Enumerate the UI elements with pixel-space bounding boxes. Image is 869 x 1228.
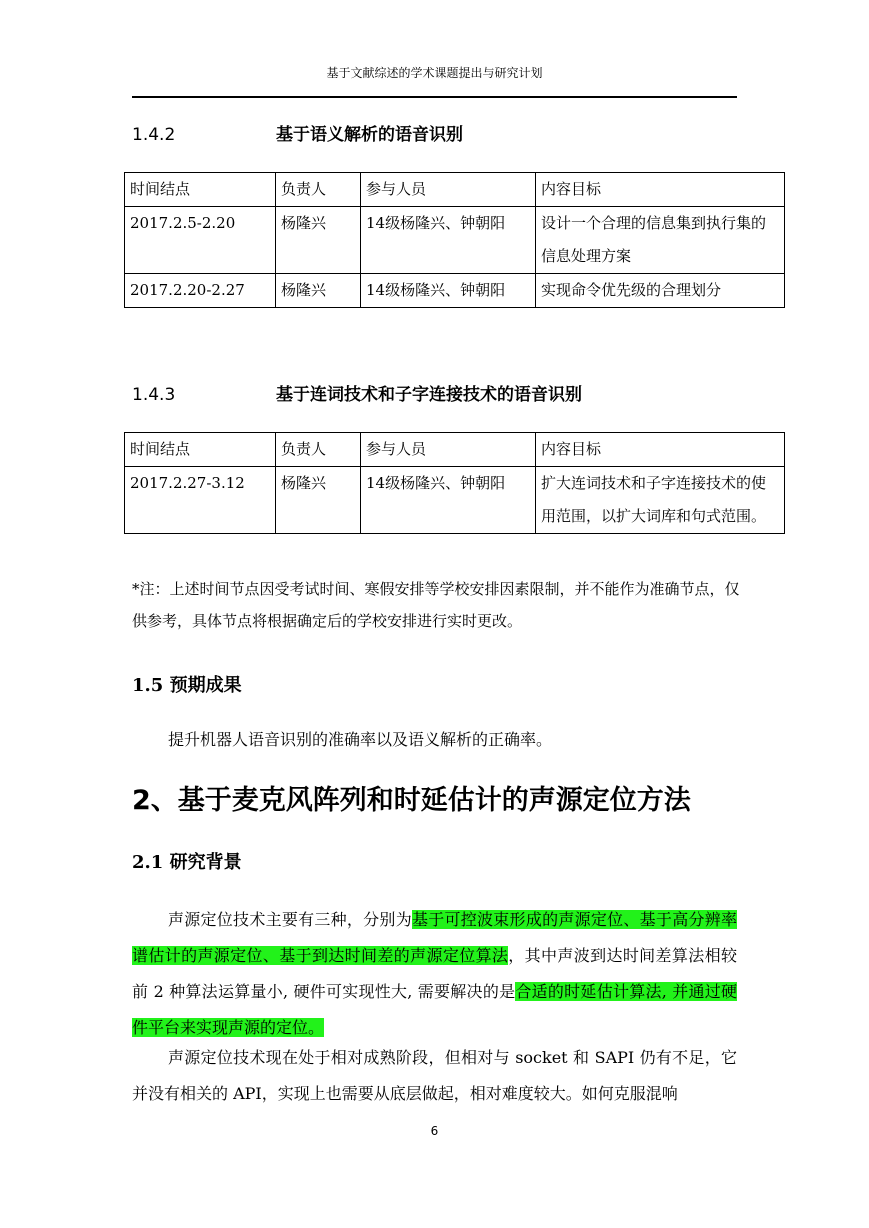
table-row [125, 274, 785, 308]
page-number: 6 [430, 1124, 439, 1138]
chapter-heading: 2、基于麦克风阵列和时延估计的声源定位方法 [132, 785, 691, 816]
table-cell: 杨隆兴 [276, 207, 361, 274]
table-cell: 杨隆兴 [276, 274, 361, 308]
table-header-cell: 负责人 [276, 173, 361, 207]
expected-results-text: 提升机器人语音识别的准确率以及语义解析的正确率。 [168, 730, 553, 749]
section-heading-2-1: 2.1 研究背景 [132, 852, 242, 873]
table-cell: 14级杨隆兴、钟朝阳 [361, 467, 536, 534]
table-row [125, 467, 785, 534]
table-cell: 14级杨隆兴、钟朝阳 [361, 207, 536, 274]
table-cell: 实现命令优先级的合理划分 [536, 274, 785, 308]
table-header-row [125, 173, 785, 207]
paragraph-text: ，其中声波到达时间差算法相较前 2 种算法运算量小, 硬件可实现性大, 需要解决的是 [132, 946, 737, 1001]
table-cell: 14级杨隆兴、钟朝阳 [361, 274, 536, 308]
background-paragraph-2: 声源定位技术现在处于相对成熟阶段，但相对与 socket 和 SAPI 仍有不足，它并没有相关的 API，实现上也需要从底层做起，相对难度较大。如何克服混响 [132, 1048, 737, 1103]
section-title: 基于连词技术和子字连接技术的语音识别 [276, 385, 582, 405]
table-row [125, 207, 785, 274]
schedule-table-2 [124, 432, 785, 534]
header-rule [132, 96, 737, 98]
section-heading-1-5: 1.5 预期成果 [132, 675, 242, 696]
table-header-cell: 内容目标 [536, 433, 785, 467]
table-cell: 设计一个合理的信息集到执行集的信息处理方案 [536, 207, 785, 274]
section-number: 1.4.3 [132, 385, 176, 405]
table-cell: 2017.2.5-2.20 [125, 207, 276, 274]
background-paragraph-1 [132, 902, 737, 1046]
highlighted-text: 合适的时延估计算法, 并通过硬件平台来实现声源的定位。 [132, 982, 737, 1037]
schedule-note: *注：上述时间节点因受考试时间、寒假安排等学校安排因素限制，并不能作为准确节点，仅供参考，具体节点将根据确定后的学校安排进行实时更改。 [132, 580, 740, 630]
highlighted-text: 基于可控波束形成的声源定位、基于高分辨率谱估计的声源定位、基于到达时间差的声源定位算法 [132, 910, 737, 965]
section-number: 1.4.2 [132, 125, 176, 145]
table-header-cell: 时间结点 [125, 173, 276, 207]
table-header-cell: 参与人员 [361, 173, 536, 207]
table-header-cell: 负责人 [276, 433, 361, 467]
section-heading-1-4-2 [132, 120, 463, 145]
table-cell: 杨隆兴 [276, 467, 361, 534]
table-header-cell: 参与人员 [361, 433, 536, 467]
section-heading-1-4-3 [132, 380, 582, 405]
table-cell: 2017.2.27-3.12 [125, 467, 276, 534]
section-title: 基于语义解析的语音识别 [276, 125, 463, 145]
table-header-cell: 内容目标 [536, 173, 785, 207]
table-cell: 扩大连词技术和子字连接技术的使用范围，以扩大词库和句式范围。 [536, 467, 785, 534]
schedule-table-1 [124, 172, 785, 308]
running-header: 基于文献综述的学术课题提出与研究计划 [326, 66, 543, 80]
table-cell: 2017.2.20-2.27 [125, 274, 276, 308]
table-header-cell: 时间结点 [125, 433, 276, 467]
table-header-row [125, 433, 785, 467]
paragraph-text: 声源定位技术主要有三种，分别为 [168, 910, 412, 929]
